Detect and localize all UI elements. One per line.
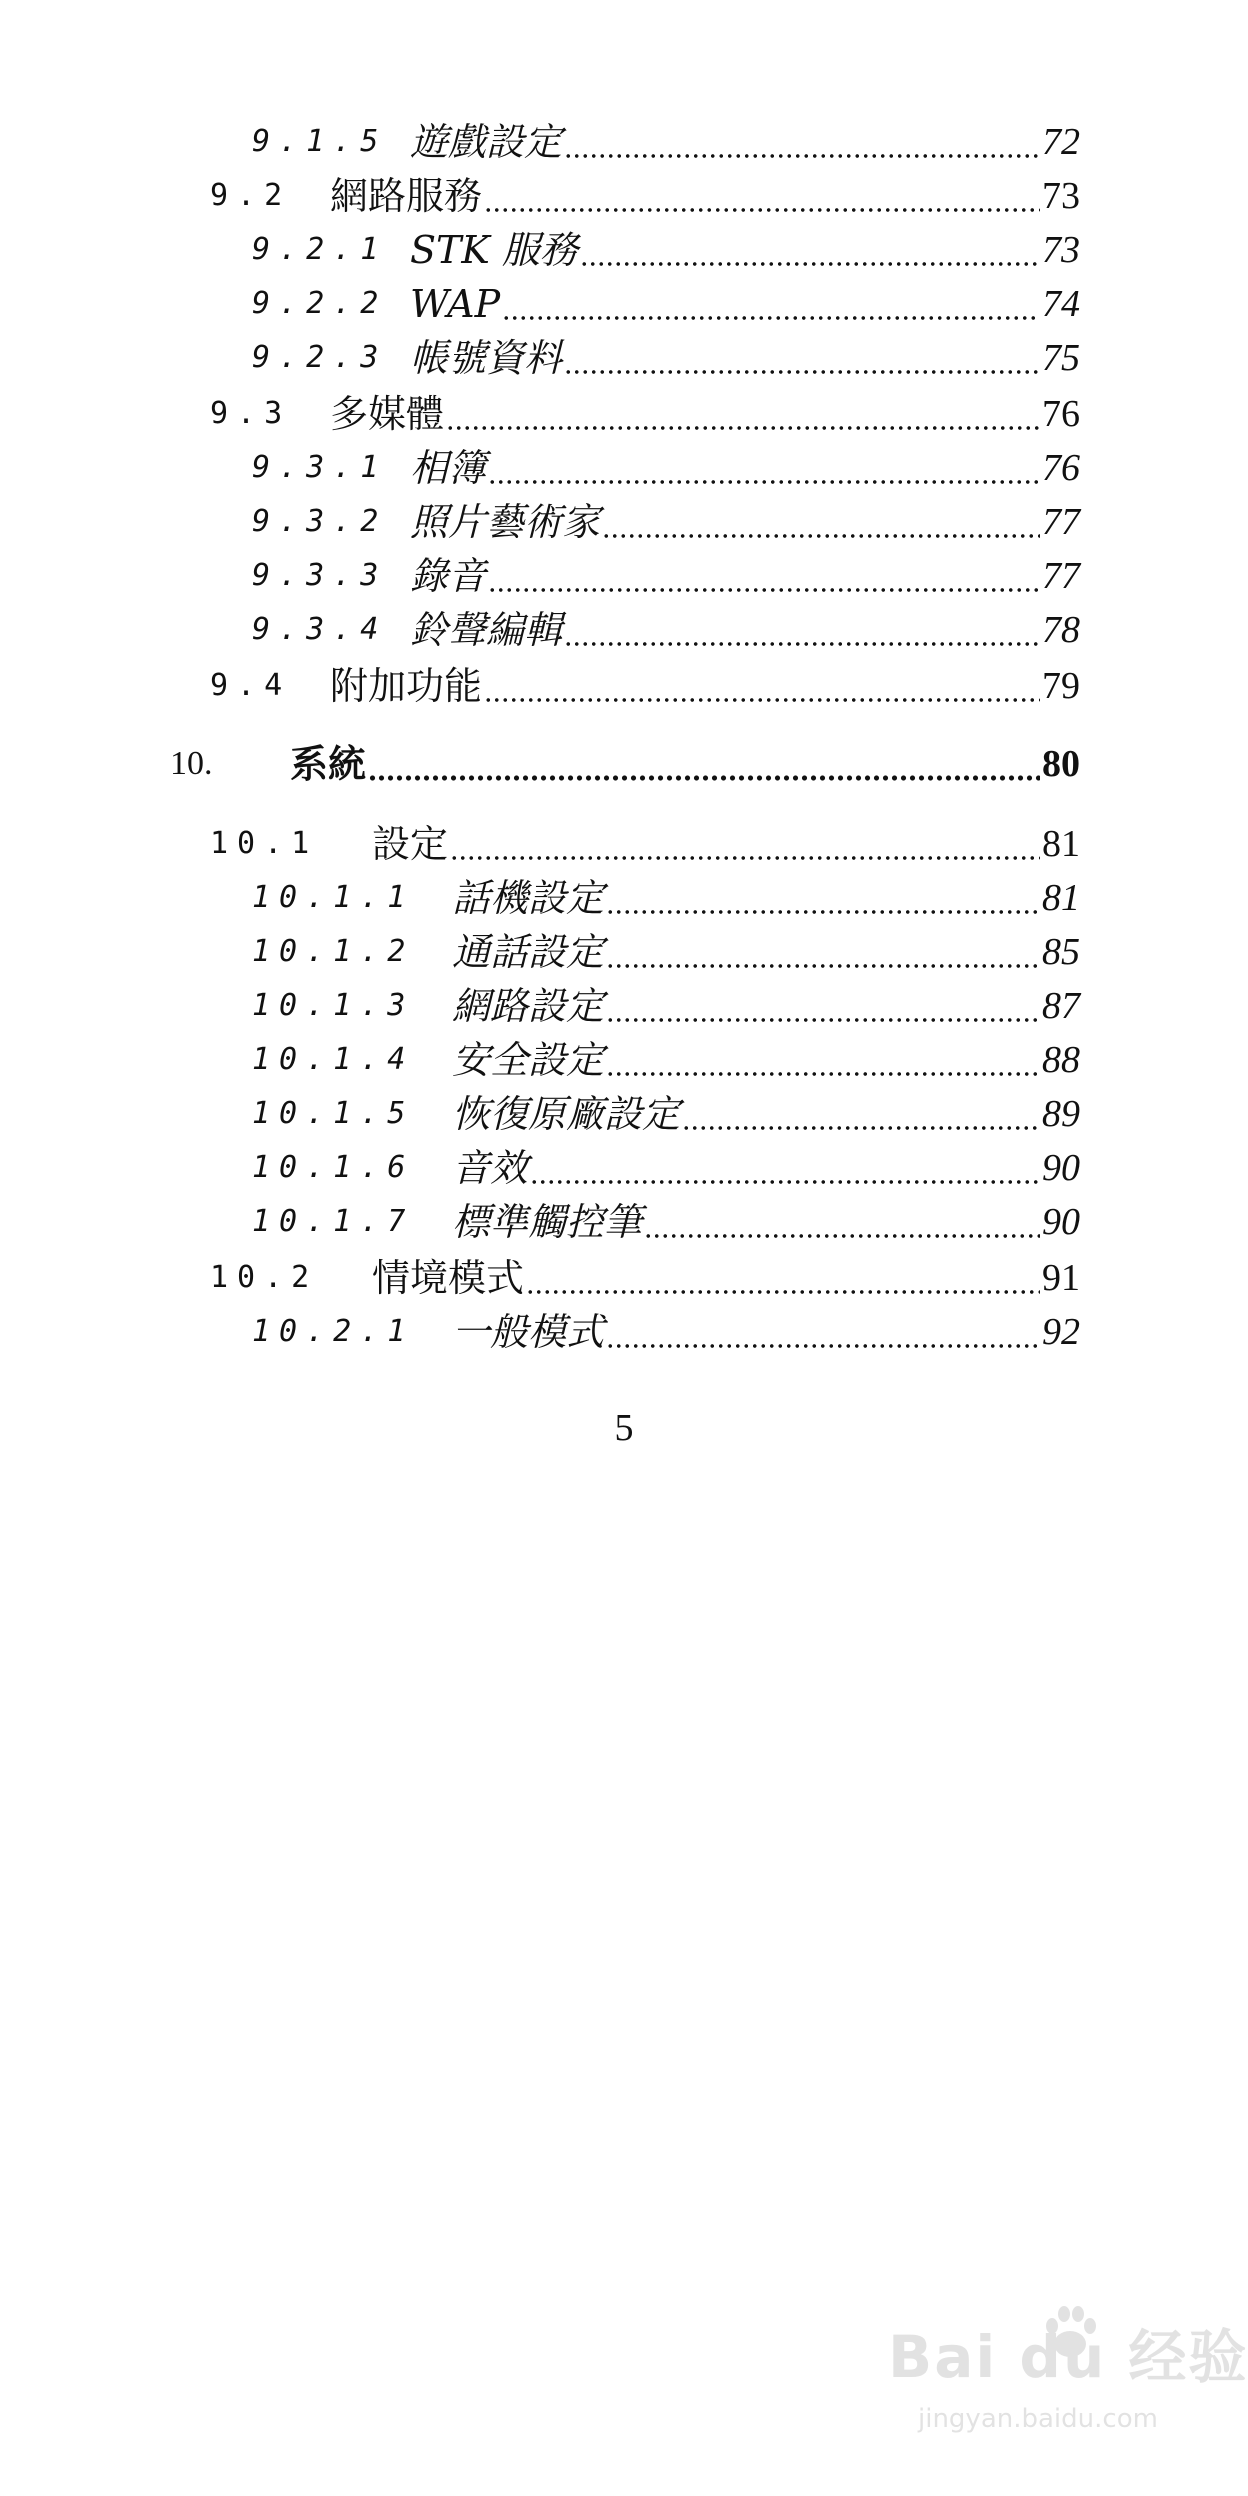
dot-leader: [606, 1304, 1040, 1360]
toc-entry[interactable]: [0, 658, 1248, 714]
toc-entry-title: 網路設定: [452, 984, 605, 1028]
toc-entry-line: [410, 494, 1080, 550]
toc-entry-number: 10.1.1: [252, 880, 415, 915]
toc-entry-page: 79: [1042, 665, 1080, 707]
dot-leader: [580, 222, 1040, 278]
toc-entry-page: 80: [1042, 743, 1080, 785]
dot-leader: [502, 276, 1040, 332]
toc-entry-page: 78: [1042, 609, 1080, 651]
toc-entry-line: [452, 870, 1080, 926]
dot-leader: [564, 114, 1040, 170]
toc-entry[interactable]: [0, 440, 1248, 496]
toc-entry-page: 76: [1042, 447, 1080, 489]
dot-leader: [484, 658, 1040, 714]
toc-entry[interactable]: [0, 1250, 1248, 1306]
toc-entry-number: 10.1.2: [252, 934, 415, 969]
dot-leader: [446, 386, 1040, 442]
toc-entry[interactable]: [0, 1140, 1248, 1196]
toc-entry-title: 一般模式: [452, 1310, 605, 1354]
toc-entry-line: [410, 330, 1080, 386]
toc-entry-title: 網路服務: [330, 174, 483, 218]
toc-entry-title: 系統: [290, 741, 367, 786]
toc-entry-line: [452, 1194, 1080, 1250]
toc-entry-page: 75: [1042, 337, 1080, 379]
toc-entry-number: 10.: [170, 745, 213, 782]
dot-leader: [606, 1032, 1040, 1088]
dot-leader: [564, 602, 1040, 658]
toc-entry-title: 恢復原廠設定: [452, 1092, 681, 1136]
toc-entry-title: 鈴聲編輯: [410, 608, 563, 652]
dot-leader: [488, 440, 1040, 496]
toc-entry-page: 91: [1042, 1257, 1080, 1299]
toc-entry[interactable]: [0, 978, 1248, 1034]
toc-entry-title: 標準觸控筆: [452, 1200, 643, 1244]
toc-entry-number: 10.1.5: [252, 1096, 415, 1131]
toc-entry[interactable]: [0, 386, 1248, 442]
toc-entry-page: 90: [1042, 1147, 1080, 1189]
dot-leader: [682, 1086, 1040, 1142]
toc-entry-page: 72: [1042, 121, 1080, 163]
toc-entry-title: 錄音: [410, 554, 487, 598]
toc-entry-page: 89: [1042, 1093, 1080, 1135]
dot-leader: [564, 330, 1040, 386]
dot-leader: [450, 816, 1040, 872]
toc-entry[interactable]: [0, 1086, 1248, 1142]
dot-leader: [368, 736, 1040, 792]
page-number: 5: [614, 1407, 634, 1449]
toc-entry[interactable]: [0, 276, 1248, 332]
toc-entry-title: 通話設定: [452, 930, 605, 974]
dot-leader: [606, 978, 1040, 1034]
dot-leader: [606, 870, 1040, 926]
toc-entry-page: 73: [1042, 229, 1080, 271]
toc-entry-number: 9.2.1: [252, 232, 388, 267]
toc-entry[interactable]: [0, 114, 1248, 170]
toc-entry-title: 照片藝術家: [410, 500, 601, 544]
toc-entry-number: 9.2.2: [252, 286, 388, 321]
toc-entry-title: 帳號資料: [410, 336, 563, 380]
toc-entry-number: 10.1.6: [252, 1150, 415, 1185]
dot-leader: [602, 494, 1040, 550]
toc-entry-page: 92: [1042, 1311, 1080, 1353]
toc-entry[interactable]: [0, 1304, 1248, 1360]
toc-entry-page: 74: [1042, 283, 1080, 325]
toc-entry-number: 9.3.3: [252, 558, 388, 593]
toc-entry-line: [410, 440, 1080, 496]
toc-entry-number: 10.1.3: [252, 988, 415, 1023]
toc-entry-line: [290, 736, 1080, 792]
toc-entry[interactable]: [0, 168, 1248, 224]
toc-entry-line: [410, 602, 1080, 658]
toc-entry-page: 77: [1042, 501, 1080, 543]
toc-entry-line: [410, 114, 1080, 170]
toc-entry-number: 9.1.5: [252, 124, 388, 159]
dot-leader: [644, 1194, 1040, 1250]
toc-entry-line: [330, 386, 1080, 442]
toc-entry-line: [452, 924, 1080, 980]
toc-entry-number: 9.2: [210, 178, 292, 213]
toc-entry-page: 87: [1042, 985, 1080, 1027]
toc-entry-line: [330, 168, 1080, 224]
toc-entry[interactable]: [0, 548, 1248, 604]
toc-entry-line: [372, 816, 1080, 872]
toc-entry[interactable]: [0, 870, 1248, 926]
toc-entry-line: [452, 1086, 1080, 1142]
toc-entry[interactable]: [0, 924, 1248, 980]
toc-entry-title: WAP: [410, 282, 501, 326]
toc-entry-number: 10.1.7: [252, 1204, 415, 1239]
toc-entry-number: 10.1: [210, 826, 319, 861]
toc-entry-line: [452, 1304, 1080, 1360]
toc-entry-number: 10.2: [210, 1260, 319, 1295]
toc-entry-title: 安全設定: [452, 1038, 605, 1082]
toc-entry-page: 73: [1042, 175, 1080, 217]
watermark-url: jingyan.baidu.com: [918, 2404, 1158, 2434]
dot-leader: [606, 924, 1040, 980]
toc-entry-line: [410, 222, 1080, 278]
toc-entry[interactable]: [0, 330, 1248, 386]
toc-entry-number: 10.2.1: [252, 1314, 415, 1349]
toc-entry-line: [410, 276, 1080, 332]
toc-entry-number: 9.2.3: [252, 340, 388, 375]
toc-entry-title: 附加功能: [330, 664, 483, 708]
toc-entry-page: 81: [1042, 823, 1080, 865]
toc-entry-title: 話機設定: [452, 876, 605, 920]
toc-entry-line: [452, 1032, 1080, 1088]
toc-entry-line: [372, 1250, 1080, 1306]
toc-entry-number: 9.3.1: [252, 450, 388, 485]
toc-entry-line: [452, 1140, 1080, 1196]
toc-entry-title: 相簿: [410, 446, 487, 490]
toc-entry-title: 情境模式: [372, 1256, 525, 1300]
toc-entry-page: 77: [1042, 555, 1080, 597]
toc-entry-page: 81: [1042, 877, 1080, 919]
toc-entry-page: 88: [1042, 1039, 1080, 1081]
paw-icon: [1038, 2302, 1102, 2366]
toc-entry[interactable]: [0, 736, 1248, 792]
dot-leader: [530, 1140, 1040, 1196]
toc-entry-line: [330, 658, 1080, 714]
toc-entry-title: STK 服務: [410, 228, 578, 272]
toc-entry-number: 9.4: [210, 668, 292, 703]
dot-leader: [484, 168, 1040, 224]
toc-entry-number: 9.3: [210, 396, 292, 431]
toc-entry-title: 多媒體: [330, 392, 445, 436]
toc-entry-page: 85: [1042, 931, 1080, 973]
toc-entry-line: [410, 548, 1080, 604]
toc-entry-number: 9.3.4: [252, 612, 388, 647]
baidu-jingyan-watermark: [888, 2310, 1248, 2460]
toc-entry-number: 10.1.4: [252, 1042, 415, 1077]
toc-entry-title: 遊戲設定: [410, 120, 563, 164]
toc-entry-title: 音效: [452, 1146, 529, 1190]
toc-entry[interactable]: [0, 816, 1248, 872]
toc-entry-line: [452, 978, 1080, 1034]
toc-entry-page: 76: [1042, 393, 1080, 435]
toc-entry-number: 9.3.2: [252, 504, 388, 539]
toc-entry[interactable]: [0, 1032, 1248, 1088]
watermark-logo-text: Bai du 经验: [888, 2323, 1248, 2391]
toc-entry-page: 90: [1042, 1201, 1080, 1243]
toc-entry[interactable]: [0, 494, 1248, 550]
dot-leader: [526, 1250, 1040, 1306]
toc-entry[interactable]: [0, 1194, 1248, 1250]
toc-entry[interactable]: [0, 602, 1248, 658]
toc-entry-title: 設定: [372, 822, 449, 866]
toc-entry[interactable]: [0, 222, 1248, 278]
dot-leader: [488, 548, 1040, 604]
